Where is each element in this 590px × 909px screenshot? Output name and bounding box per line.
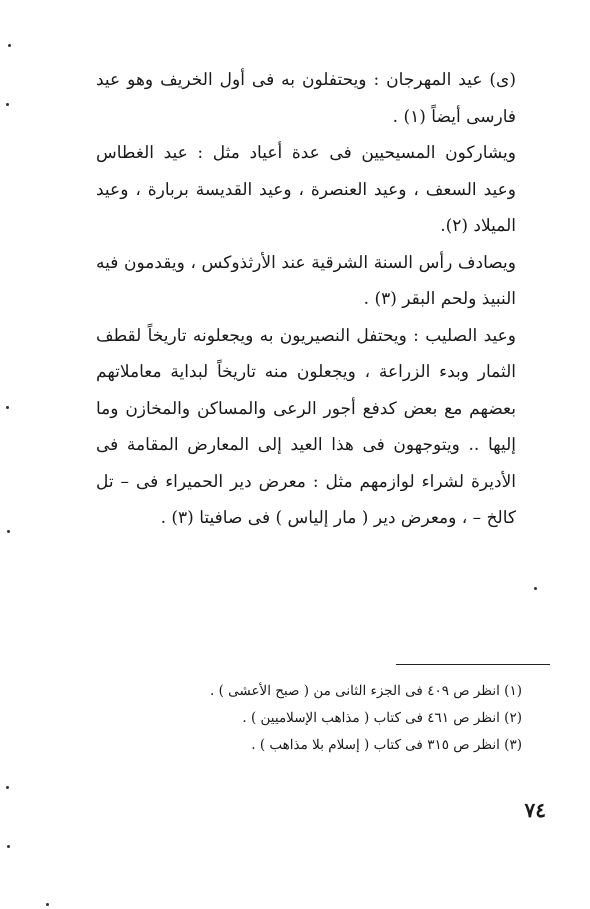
scan-speck — [534, 587, 537, 590]
page-number: ٧٤ — [524, 798, 546, 822]
paragraph-orthodox-new-year: ويصادف رأس السنة الشرقية عند الأرثذوكس ، ويقدمون فيه النبيذ ولحم البقر (٣) . — [96, 252, 516, 309]
paragraph-eid-salib: وعيد الصليب : ويحتفل النصيريون به ويجعلونه تاريخاً لقطف الثمار وبدء الزراعة ، ويجعلون منه تاريخاً لبداية معاملاتهم بعضهم مع بعض كدفع أجور الرعى والمساكن والمخازن وما إليها .. ويتوجهون فى هذا العيد إلى المعارض المقامة فى الأديرة لشراء لوازمهم مثل : معرض دير الحميراء فى – تل كالخ – ، ومعرض دير ( مار إلياس ) فى صافيتا (٣) . — [96, 325, 516, 528]
footnote-2: (٢) انظر ص ٤٦١ فى كتاب ( مذاهب الإسلاميين ) . — [242, 710, 522, 726]
scan-speck — [7, 530, 10, 533]
body-text — [96, 62, 516, 537]
scan-speck — [6, 786, 9, 789]
footnote-separator — [396, 664, 550, 665]
footnote-1: (١) انظر ص ٤٠٩ فى الجزء الثانى من ( صبح الأعشى ) . — [210, 683, 522, 699]
scan-speck — [7, 845, 10, 848]
footnote-3: (٣) انظر ص ٣١٥ فى كتاب ( إسلام بلا مذاهب ) . — [251, 737, 522, 753]
paragraph-eid-mihrajan: (ى) عيد المهرجان : ويحتفلون به فى أول الخريف وهو عيد فارسى أيضاً (١) . — [96, 70, 516, 127]
scan-speck — [8, 44, 11, 47]
footnotes — [150, 678, 522, 759]
paragraph-christian-feasts: ويشاركون المسيحيين فى عدة أعياد مثل : عيد الغطاس وعيد السعف ، وعيد العنصرة ، وعيد القديسة بربارة ، وعيد الميلاد (٢). — [96, 143, 516, 236]
scan-speck — [6, 103, 9, 106]
scan-speck — [46, 903, 49, 906]
scan-speck — [6, 406, 9, 409]
